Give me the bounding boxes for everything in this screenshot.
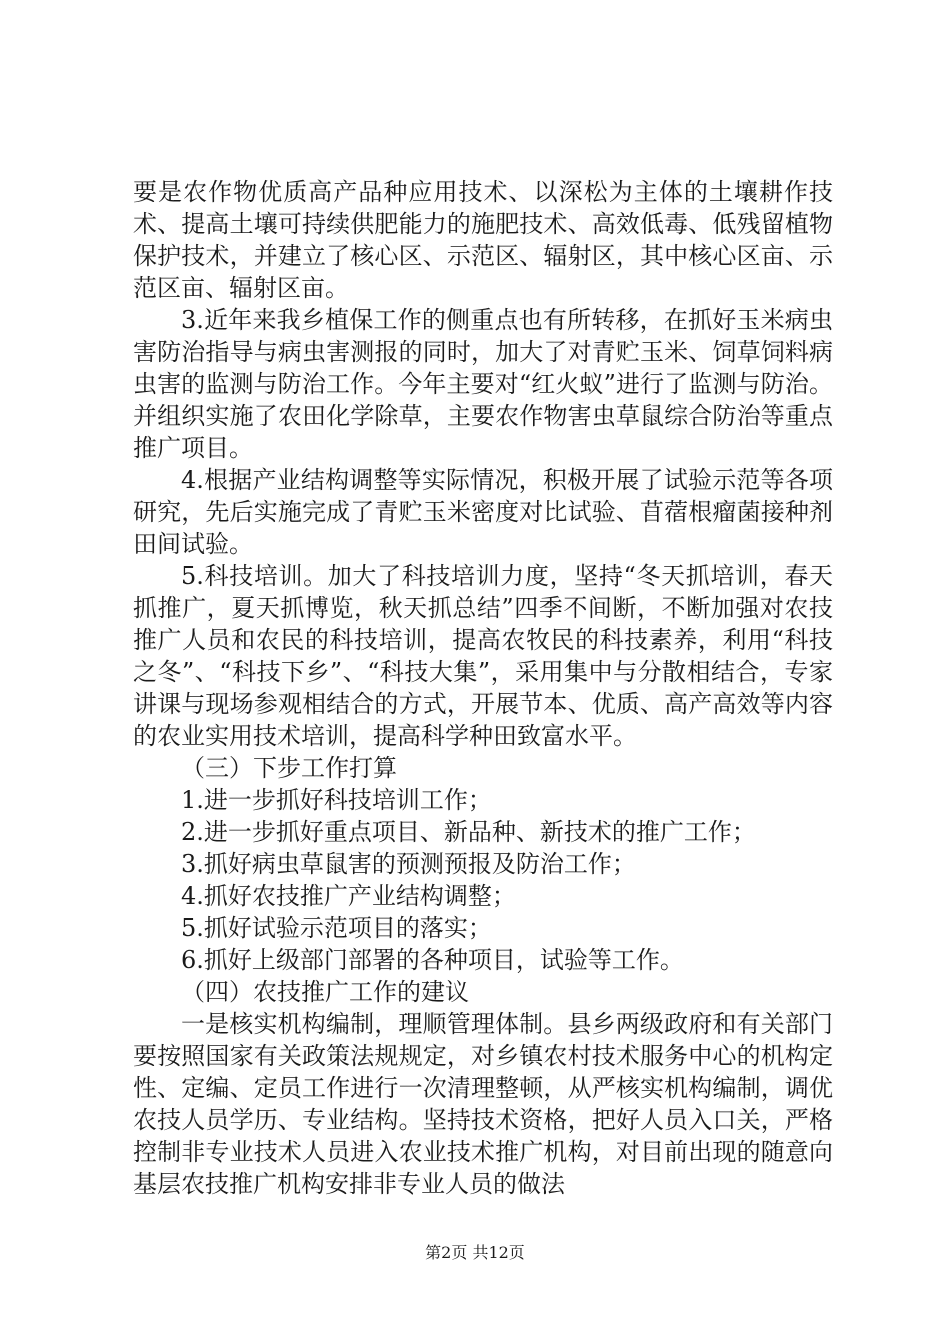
plan-item-1: 1.进一步抓好科技培训工作；: [181, 786, 492, 814]
plan-item-3: 3.抓好病虫草鼠害的预测预报及防治工作；: [181, 850, 636, 878]
section-heading-4: （四）农技推广工作的建议: [181, 978, 469, 1006]
suggestion-paragraph-1: 一是核实机构编制，理顺管理体制。县乡两级政府和有关部门要按照国家有关政策法规规定，对乡镇农村技术服务中心的机构定性、定编、定员工作进行一次清理整顿，从严核实机构编制，调优农技人员学历、专业结构。坚持技术资格，把好人员入口关，严格控制非专业技术人员进入农业技术推广机构，对目前出现的随意向基层农技推广机构安排非专业人员的做法: [133, 1010, 833, 1198]
paragraph-continuation: 要是农作物优质高产品种应用技术、以深松为主体的土壤耕作技术、提高土壤可持续供肥能力的施肥技术、高效低毒、低残留植物保护技术，并建立了核心区、示范区、辐射区，其中核心区亩、示范区亩、辐射区亩。: [133, 178, 833, 302]
plan-item-6: 6.抓好上级部门部署的各种项目，试验等工作。: [181, 946, 684, 974]
paragraph-item-4: 4.根据产业结构调整等实际情况，积极开展了试验示范等各项研究，先后实施完成了青贮玉米密度对比试验、苜蓿根瘤菌接种剂田间试验。: [133, 466, 833, 558]
paragraph-item-3: 3.近年来我乡植保工作的侧重点也有所转移，在抓好玉米病虫害防治指导与病虫害测报的同时，加大了对青贮玉米、饲草饲料病虫害的监测与防治工作。今年主要对“红火蚁”进行了监测与防治。并组织实施了农田化学除草，主要农作物害虫草鼠综合防治等重点推广项目。: [133, 306, 833, 462]
page-number-footer: 第2页 共12页: [425, 1243, 525, 1262]
plan-item-5: 5.抓好试验示范项目的落实；: [181, 914, 492, 942]
plan-item-2: 2.进一步抓好重点项目、新品种、新技术的推广工作；: [181, 818, 756, 846]
paragraph-item-5: 5.科技培训。加大了科技培训力度，坚持“冬天抓培训，春天抓推广，夏天抓博览，秋天抓总结”四季不间断，不断加强对农技推广人员和农民的科技培训，提高农牧民的科技素养，利用“科技之冬”、“科技下乡”、“科技大集”，采用集中与分散相结合，专家讲课与现场参观相结合的方式，开展节本、优质、高产高效等内容的农业实用技术培训，提高科学种田致富水平。: [133, 562, 833, 750]
section-heading-3: （三）下步工作打算: [181, 754, 397, 782]
document-body: [133, 176, 833, 1200]
plan-item-4: 4.抓好农技推广产业结构调整；: [181, 882, 516, 910]
